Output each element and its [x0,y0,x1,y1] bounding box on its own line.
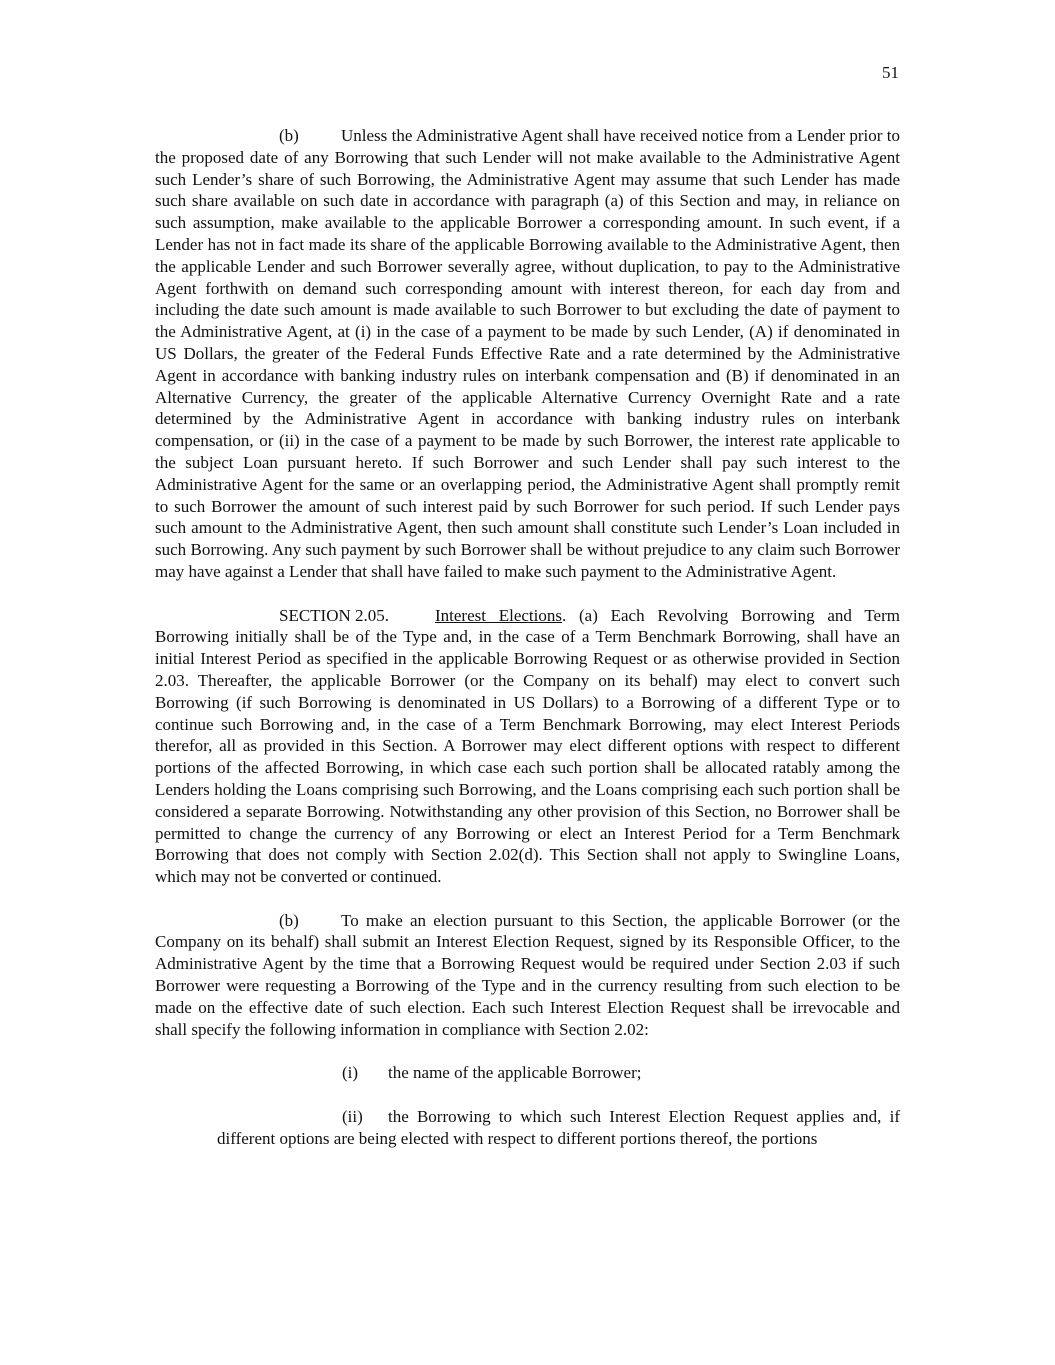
section-2-05-paragraph [155,605,900,888]
list-item-label: (ii) [342,1106,363,1126]
list-item-ii [155,1106,900,1150]
list-item-text: the name of the applicable Borrower; [388,1063,642,1083]
paragraph-label: (b) [279,910,299,930]
list-item-i [155,1062,900,1084]
section-number: SECTION 2.05. [279,605,390,625]
section-caption: Interest Elections [435,605,562,625]
paragraph-text: Unless the Administrative Agent shall have received notice from a Lender prior to the proposed date of any Borrowing that such Lender will not make available to the Administrative Agent such Lender’s share of such Borrowing, the Administrative Agent may assume that such Lender has made such share available on such date in accordance with paragraph (a) of this Section and may, in reliance on such assumption, make available to the applicable Borrower a corresponding amount. In such event, if a Lender has not in fact made its share of the applicable Borrowing available to the Administrative Agent, then the applicable Lender and such Borrower severally agree, without duplication, to pay to the Administrative Agent forthwith on demand such corresponding amount with interest thereon, for each day from and including the date such amount is made available to such Borrower to but excluding the date of payment to the Administrative Agent, at (i) in the case of a payment to be made by such Lender, (A) if denominated in US Dollars, the greater of the Federal Funds Effective Rate and a rate determined by the Administrative Agent in accordance with banking industry rules on interbank compensation and (B) if denominated in an Alternative Currency, the greater of the applicable Alternative Currency Overnight Rate and a rate determined by the Administrative Agent in accordance with banking industry rules on interbank compensation, or (ii) in the case of a payment to be made by such Borrower, the interest rate applicable to the subject Loan pursuant hereto. If such Borrower and such Lender shall pay such interest to the Administrative Agent for the same or an overlapping period, the Administrative Agent shall promptly remit to such Borrower the amount of such interest paid by such Borrower for such period. If such Lender pays such amount to the Administrative Agent, then such amount shall constitute such Lender’s Loan included in such Borrowing. Any such payment by such Borrower shall be without prejudice to any claim such Borrower may have against a Lender that shall have failed to make such payment to the Administrative Agent. [155,126,900,581]
paragraph-b-advances [155,125,900,583]
document-body [155,125,900,1171]
page-number: 51 [882,63,899,82]
paragraph-label: (b) [279,126,299,145]
list-item-label: (i) [342,1063,359,1083]
paragraph-text: To make an election pursuant to this Section, the applicable Borrower (or the Company on its behalf) shall submit an Interest Election Request, signed by its Responsible Officer, to the Administrative Agent by the time that a Borrowing Request would be required under Section 2.03 if such Borrower were requesting a Borrowing of the Type and in the currency resulting from such election to be made on the effective date of such election. Each such Interest Election Request shall be irrevocable and shall specify the following information in compliance with Section 2.02: [155,910,900,1039]
list-item-text: the Borrowing to which such Interest Election Request applies and, if different options are being elected with respect to different portions thereof, the portions [217,1106,900,1148]
paragraph-b-election [155,910,900,1041]
paragraph-text: . (a) Each Revolving Borrowing and Term Borrowing initially shall be of the Type and, in the case of a Term Benchmark Borrowing, shall have an initial Interest Period as specified in the applicable Borrowing Request or as otherwise provided in Section 2.03. Thereafter, the applicable Borrower (or the Company on its behalf) may elect to convert such Borrowing (if such Borrowing is denominated in US Dollars) to a Borrowing of a different Type or to continue such Borrowing and, in the case of a Term Benchmark Borrowing, may elect Interest Periods therefor, all as provided in this Section. A Borrower may elect different options with respect to different portions of the affected Borrowing, in which case each such portion shall be allocated ratably among the Lenders holding the Loans comprising such Borrowing, and the Loans comprising each such portion shall be considered a separate Borrowing. Notwithstanding any other provision of this Section, no Borrower shall be permitted to change the currency of any Borrowing or elect an Interest Period for a Term Benchmark Borrowing that does not comply with Section 2.02(d). This Section shall not apply to Swingline Loans, which may not be converted or continued. [155,605,900,887]
